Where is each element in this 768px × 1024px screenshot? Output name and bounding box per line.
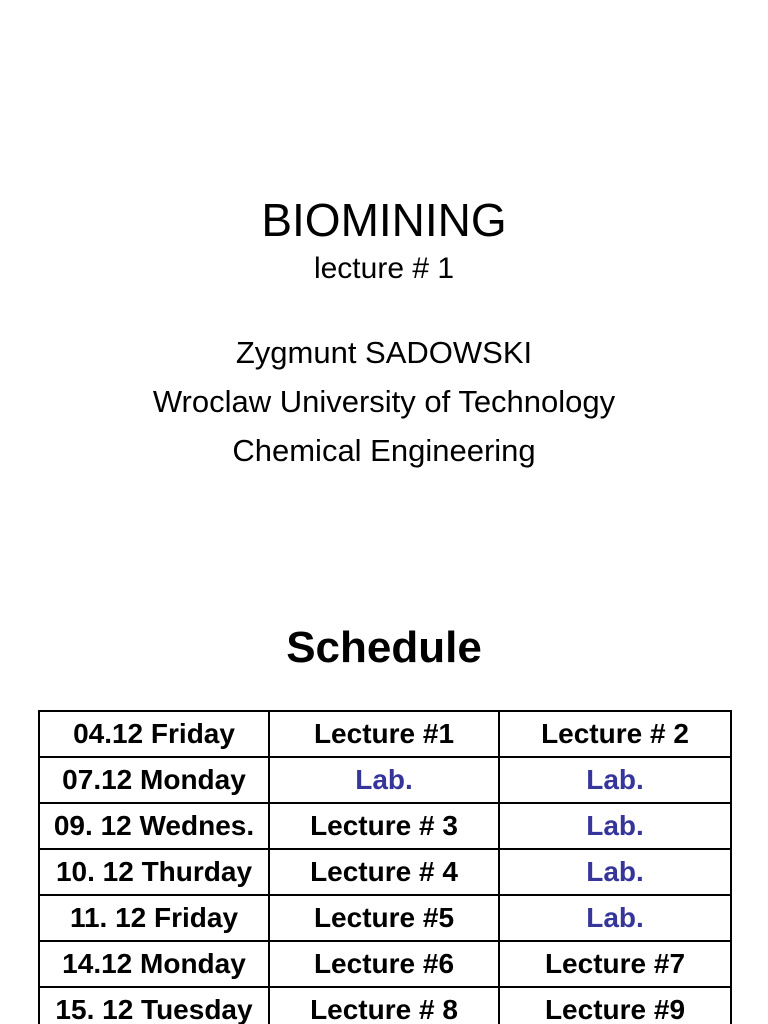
slot1-cell: Lecture # 4 [269, 849, 499, 895]
slot1-cell: Lab. [269, 757, 499, 803]
table-row [39, 941, 731, 987]
table-row [39, 987, 731, 1024]
author-name: Zygmunt SADOWSKI [235, 335, 533, 370]
slot1-cell: Lecture # 3 [269, 803, 499, 849]
date-cell: 07.12 Monday [39, 757, 269, 803]
department-name: Chemical Engineering [232, 433, 536, 468]
table-row [39, 711, 731, 757]
author-block [0, 328, 768, 475]
date-cell: 15. 12 Tuesday [39, 987, 269, 1024]
schedule-table-body [39, 711, 731, 1024]
slot2-cell: Lab. [499, 803, 731, 849]
date-cell: 14.12 Monday [39, 941, 269, 987]
table-row [39, 757, 731, 803]
slot2-cell: Lecture # 2 [499, 711, 731, 757]
date-cell: 11. 12 Friday [39, 895, 269, 941]
slot1-cell: Lecture #1 [269, 711, 499, 757]
title-block [0, 190, 768, 288]
table-row [39, 803, 731, 849]
table-row [39, 895, 731, 941]
slot2-cell: Lab. [499, 757, 731, 803]
slot2-cell: Lecture #9 [499, 987, 731, 1024]
date-cell: 04.12 Friday [39, 711, 269, 757]
slot1-cell: Lecture # 8 [269, 987, 499, 1024]
table-row [39, 849, 731, 895]
institution-name: Wroclaw University of Technology [152, 384, 616, 419]
slot2-cell: Lab. [499, 895, 731, 941]
slot2-cell: Lab. [499, 849, 731, 895]
document-title: BIOMINING [261, 194, 507, 246]
schedule-table [38, 710, 732, 1024]
date-cell: 09. 12 Wednes. [39, 803, 269, 849]
slot1-cell: Lecture #5 [269, 895, 499, 941]
slot1-cell: Lecture #6 [269, 941, 499, 987]
slot2-cell: Lecture #7 [499, 941, 731, 987]
lecture-subtitle: lecture # 1 [313, 252, 455, 285]
schedule-heading: Schedule [286, 623, 482, 672]
date-cell: 10. 12 Thurday [39, 849, 269, 895]
